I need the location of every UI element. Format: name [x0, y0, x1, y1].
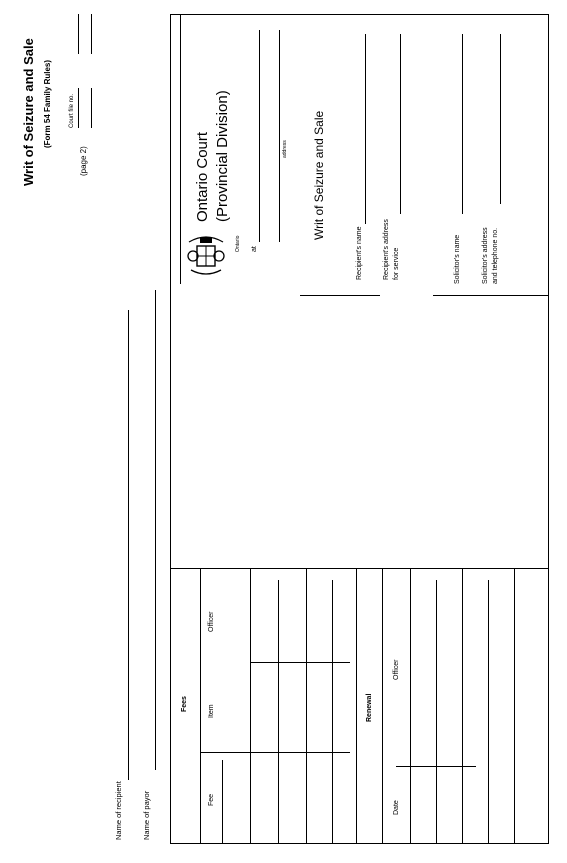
fees-col-divider — [200, 752, 350, 753]
fees-row-line — [356, 568, 357, 844]
renewal-row-line — [514, 568, 515, 844]
box-left — [170, 14, 171, 844]
court-file-label: Court file no. — [69, 93, 75, 128]
form-title: Writ of Seizure and Sale — [21, 38, 36, 186]
recipient-address-label-1: Recipient's address — [383, 219, 390, 280]
recipient-address-label-2: for service — [393, 247, 400, 280]
fees-row-line — [222, 760, 223, 844]
panel-divider — [180, 14, 181, 284]
recipient-name-line[interactable] — [365, 34, 366, 224]
solicitor-address-label-1: Solicitor's address — [482, 227, 489, 284]
court-name-line1: Ontario Court — [194, 131, 211, 222]
fees-col-divider — [250, 662, 350, 663]
at-label: at — [251, 246, 258, 252]
panel-rule — [300, 295, 380, 296]
renewal-header-line — [382, 568, 383, 844]
court-file-line — [91, 88, 92, 128]
recipient-fill-line[interactable] — [128, 310, 129, 780]
renewal-row-line — [436, 580, 437, 844]
renewal-col-date: Date — [393, 800, 400, 815]
fees-heading: Fees — [181, 696, 188, 712]
recipient-label: Name of recipient — [114, 781, 123, 840]
ontario-crest-icon — [185, 232, 227, 280]
fees-header-line — [200, 568, 201, 844]
box-top — [170, 14, 548, 15]
court-file-line — [78, 88, 79, 128]
court-location-line[interactable] — [259, 30, 260, 242]
solicitor-address-line[interactable] — [500, 34, 501, 204]
renewal-row-line — [488, 580, 489, 844]
box-right — [548, 14, 549, 844]
court-address-line[interactable] — [279, 30, 280, 242]
table-top-rule — [170, 568, 548, 569]
form-subtitle: (Form 54 Family Rules) — [43, 59, 52, 148]
court-name-line2: (Provincial Division) — [214, 90, 231, 222]
ontario-label: Ontario — [235, 235, 241, 252]
fees-row-line — [306, 568, 307, 844]
solicitor-name-label: Solicitor's name — [454, 234, 461, 284]
fees-col-item: Item — [208, 704, 215, 718]
panel-form-title: Writ of Seizure and Sale — [312, 110, 326, 240]
solicitor-address-label-2: and telephone no. — [492, 227, 499, 284]
solicitor-name-line[interactable] — [462, 34, 463, 214]
renewal-row-line — [462, 568, 463, 844]
recipient-address-line[interactable] — [400, 34, 401, 214]
renewal-col-officer: Officer — [393, 659, 400, 680]
court-file-line — [78, 14, 79, 54]
fees-col-officer: Officer — [208, 611, 215, 632]
panel-rule — [433, 295, 548, 296]
renewal-heading: Renewal — [366, 693, 373, 722]
renewal-row-line — [410, 568, 411, 844]
box-bottom — [170, 843, 548, 844]
fees-row-line — [250, 568, 251, 844]
court-file-line — [91, 14, 92, 54]
fees-row-line — [278, 580, 279, 844]
fees-row-line — [332, 580, 333, 844]
payor-fill-line[interactable] — [155, 290, 156, 770]
fees-col-fee: Fee — [208, 793, 215, 806]
address-label: address — [282, 140, 288, 158]
page-label: (page 2) — [79, 146, 88, 176]
payor-label: Name of payor — [142, 790, 151, 840]
recipient-name-label: Recipient's name — [356, 226, 363, 280]
